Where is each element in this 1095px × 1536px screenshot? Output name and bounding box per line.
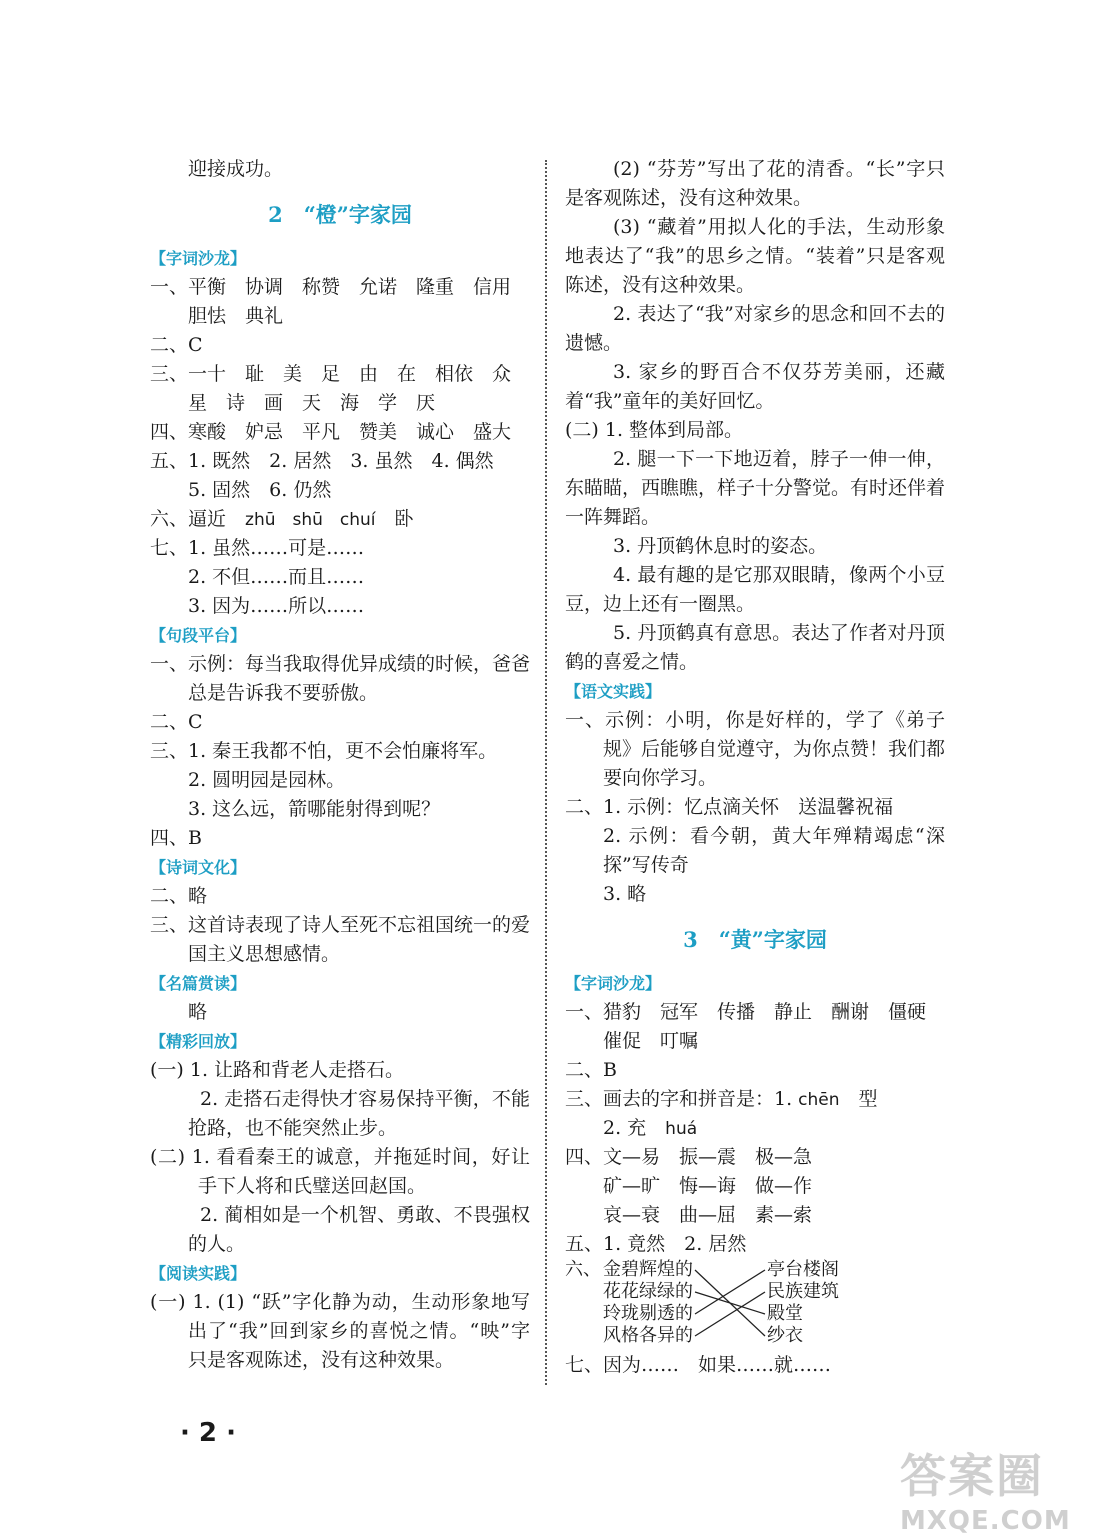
answer-line: 五、1. 既然 2. 居然 3. 虽然 4. 偶然 (150, 450, 494, 472)
answer-line-pinyin (565, 1114, 945, 1143)
answer-paragraph: 一、示例：小明，你是好样的，学了《弟子规》后能够自觉遵守，为你点赞！我们都要向你学习。 (565, 709, 946, 789)
watermark-bottom: MXQE.COM (900, 1506, 1071, 1536)
answer-paragraph: 5. 丹顶鹤真有意思。表达了作者对丹顶鹤的喜爱之情。 (565, 622, 945, 673)
answer-paragraph: 3. 家乡的野百合不仅芬芳美丽，还藏着“我”童年的美好回忆。 (565, 361, 945, 412)
answer-line: 二、1. 示例：忆点滴关怀 送温馨祝福 (565, 796, 894, 818)
answer-paragraph: (3) “藏着”用拟人化的手法，生动形象地表达了“我”的思乡之情。“装着”只是客观陈述，没有这种效果。 (565, 216, 945, 296)
matching-lines (693, 1259, 769, 1347)
answer-line: 一、平衡 协调 称赞 允诺 隆重 信用 (150, 276, 512, 298)
answer-line-pinyin (565, 1085, 945, 1114)
answer-line: 二、C (150, 711, 203, 733)
answer-line: 五、1. 竟然 2. 居然 (565, 1233, 747, 1255)
answer-line: 2. 圆明园是园林。 (188, 769, 346, 791)
matching-exercise (565, 1259, 945, 1347)
answer-paragraph: 2. 蔺相如是一个机智、勇敢、不畏强权的人。 (188, 1204, 530, 1255)
answer-line: 二、C (150, 334, 203, 356)
match-right-item: 民族建筑 (767, 1281, 839, 1302)
answer-paragraph: (一) 1. (1) “跃”字化静为动，生动形象地写出了“我”回到家乡的喜悦之情。“映”字只是客观陈述，没有这种效果。 (150, 1291, 530, 1371)
answer-paragraph: 2. 表达了“我”对家乡的思念和回不去的遗憾。 (565, 303, 945, 354)
match-line (695, 1270, 765, 1314)
answer-line: 3. 略 (603, 883, 647, 905)
section-title-replay: 【精彩回放】 (150, 1032, 247, 1051)
answer-line: 哀—衰 曲—屈 素—索 (603, 1204, 813, 1226)
answer-line: 胆怯 典礼 (188, 305, 284, 327)
lesson-title-2: 2 “橙”字家园 (268, 202, 412, 227)
left-column (150, 155, 530, 1375)
match-right-item: 殿堂 (767, 1303, 803, 1324)
answer-line: (二) 1. 整体到局部。 (565, 419, 744, 441)
page-number: · 2 · (180, 1418, 236, 1448)
answer-paragraph: 2. 示例：看今朝，黄大年殚精竭虑“深探”写传奇 (603, 825, 945, 876)
answer-paragraph: 2. 走搭石走得快才容易保持平衡，不能抢路，也不能突然止步。 (188, 1088, 530, 1139)
answer-line: 略 (188, 1001, 208, 1023)
answer-line: 一、猎豹 冠军 传播 静止 酬谢 僵硬 (565, 1001, 927, 1023)
answer-line-pinyin (150, 505, 530, 534)
answer-line: 矿—旷 悔—诲 做—作 (603, 1175, 813, 1197)
answer-line: 3. 因为……所以…… (188, 595, 365, 617)
answer-text: 六、逼近 (150, 508, 246, 530)
answer-line: 四、B (150, 827, 202, 849)
pinyin-text: huá (665, 1119, 698, 1139)
answer-line: 二、略 (150, 885, 208, 907)
answer-paragraph: (二) 1. 看看秦王的诚意，并拖延时间，好让手下人将和氏璧送回赵国。 (150, 1146, 530, 1197)
answer-paragraph: 4. 最有趣的是它那双眼睛，像两个小豆豆，边上还有一圈黑。 (565, 564, 945, 615)
answer-line: 催促 叮嘱 (603, 1030, 699, 1052)
section-title-practice: 【阅读实践】 (150, 1264, 247, 1283)
answer-line: 3. 这么远，箭哪能射得到呢？ (188, 798, 441, 820)
match-left-item: 风格各异的 (603, 1325, 693, 1346)
answer-text: 三、画去的字和拼音是：1. (565, 1088, 799, 1110)
section-title-vocab: 【字词沙龙】 (150, 249, 247, 268)
match-right-list (767, 1259, 839, 1347)
pinyin-text: zhū shū chuí (245, 510, 376, 530)
match-left-item: 玲珑剔透的 (603, 1303, 693, 1324)
match-line (695, 1292, 765, 1314)
lesson-title-3: 3 “黄”字家园 (683, 927, 827, 952)
section-title-chinese-practice: 【语文实践】 (565, 682, 662, 701)
answer-line: (一) 1. 让路和背老人走搭石。 (150, 1059, 405, 1081)
answer-line: 星 诗 画 天 海 学 厌 (188, 392, 436, 414)
match-prefix: 六、 (565, 1259, 601, 1280)
match-right-item: 亭台楼阁 (767, 1259, 839, 1280)
section-title-vocab-2: 【字词沙龙】 (565, 974, 662, 993)
intro-text: 迎接成功。 (188, 158, 284, 180)
match-left-item: 花花绿绿的 (603, 1281, 693, 1302)
answer-line: 二、B (565, 1059, 617, 1081)
section-title-sentence: 【句段平台】 (150, 626, 247, 645)
answer-paragraph: 2. 腿一下一下地迈着，脖子一伸一伸，东瞄瞄，西瞧瞧，样子十分警觉。有时还伴着一阵舞蹈。 (565, 448, 946, 528)
answer-line: 四、寒酸 妒忌 平凡 赞美 诚心 盛大 (150, 421, 512, 443)
answer-paragraph: (2) “芬芳”写出了花的清香。“长”字只是客观陈述，没有这种效果。 (565, 158, 945, 209)
section-title-poetry: 【诗词文化】 (150, 858, 247, 877)
answer-line: 2. 不但……而且…… (188, 566, 365, 588)
watermark-top: 答案圈 (900, 1449, 1044, 1503)
answer-line: 5. 固然 6. 仍然 (188, 479, 332, 501)
right-column (565, 155, 945, 1380)
column-divider (545, 160, 547, 1385)
answer-paragraph: 一、示例：每当我取得优异成绩的时候，爸爸总是告诉我不要骄傲。 (150, 653, 531, 704)
section-title-reading: 【名篇赏读】 (150, 974, 247, 993)
answer-line: 四、文—易 振—震 极—急 (565, 1146, 813, 1168)
answer-line: 3. 丹顶鹤休息时的姿态。 (613, 535, 828, 557)
answer-line: 七、因为…… 如果……就…… (565, 1354, 832, 1376)
answer-line: 三、一十 耻 美 足 由 在 相依 众 (150, 363, 512, 385)
answer-text: 型 (839, 1088, 878, 1110)
watermark-logo (900, 1440, 1071, 1536)
answer-paragraph: 三、这首诗表现了诗人至死不忘祖国统一的爱国主义思想感情。 (150, 914, 531, 965)
answer-text: 2. 充 (603, 1117, 666, 1139)
answer-line: 三、1. 秦王我都不怕，更不会怕廉将军。 (150, 740, 498, 762)
answer-line: 七、1. 虽然……可是…… (150, 537, 365, 559)
match-left-list (603, 1259, 693, 1347)
pinyin-text: chēn (798, 1090, 840, 1110)
match-line (695, 1292, 765, 1336)
answer-text: 卧 (375, 508, 414, 530)
match-right-item: 纱衣 (767, 1325, 803, 1346)
match-left-item: 金碧辉煌的 (603, 1259, 693, 1280)
